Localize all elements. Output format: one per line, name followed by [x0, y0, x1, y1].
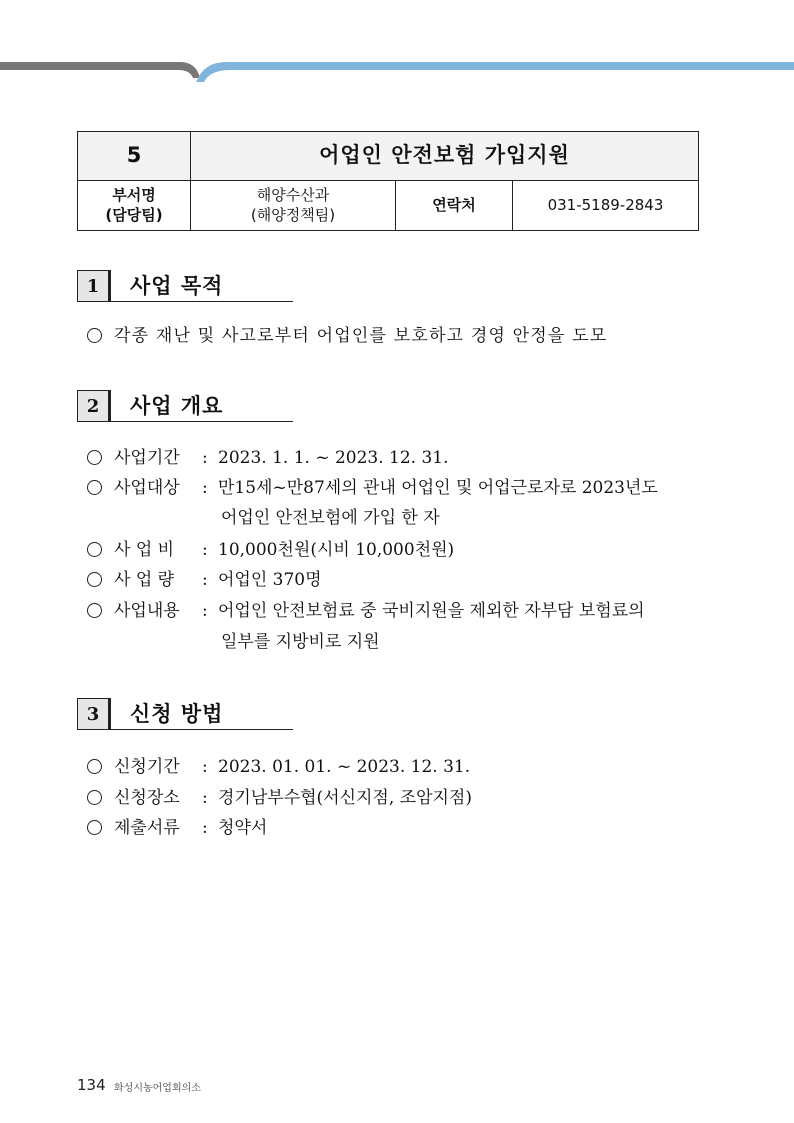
- overview-item-continuation: 어업인 안전보험에 가입 한 자: [221, 508, 440, 528]
- section-underline: [111, 421, 293, 422]
- overview-item: 사업기간 : 2023. 1. 1. ~ 2023. 12. 31.: [87, 445, 449, 471]
- circle-bullet-icon: [87, 450, 102, 465]
- circle-bullet-icon: [87, 480, 102, 495]
- circle-bullet-icon: [87, 759, 102, 774]
- header-decoration: [0, 0, 794, 90]
- section-title: 사업 목적: [130, 274, 224, 298]
- program-title: 어업인 안전보험 가입지원: [191, 132, 699, 181]
- contact-value: 031-5189-2843: [513, 181, 699, 231]
- circle-bullet-icon: [87, 572, 102, 587]
- overview-item: 사 업 량 : 어업인 370명: [87, 567, 322, 593]
- section-number: 3: [77, 698, 111, 730]
- overview-item: 사 업 비 : 10,000천원(시비 10,000천원): [87, 537, 454, 563]
- apply-item: 신청장소 : 경기남부수협(서신지점, 조암지점): [87, 785, 472, 811]
- dept-value: 해양수산과 (해양정책팀): [191, 181, 396, 231]
- purpose-item: 각종 재난 및 사고로부터 어업인를 보호하고 경영 안정을 도모: [87, 323, 607, 349]
- section-title: 사업 개요: [130, 394, 224, 418]
- page-number: 134: [77, 1076, 106, 1094]
- circle-bullet-icon: [87, 790, 102, 805]
- blue-bar: [196, 62, 794, 82]
- circle-bullet-icon: [87, 820, 102, 835]
- overview-item-continuation: 일부를 지방비로 지원: [221, 632, 380, 652]
- program-header-table: [77, 131, 699, 231]
- circle-bullet-icon: [87, 328, 102, 343]
- gray-bar: [0, 62, 200, 78]
- section-underline: [111, 729, 293, 730]
- overview-item: 사업내용 : 어업인 안전보험료 중 국비지원을 제외한 자부담 보험료의: [87, 598, 645, 624]
- section-number: 1: [77, 270, 111, 302]
- apply-item: 제출서류 : 청약서: [87, 815, 267, 841]
- apply-item: 신청기간 : 2023. 01. 01. ~ 2023. 12. 31.: [87, 754, 470, 780]
- footer-org-name: 화성시농어업회의소: [114, 1083, 201, 1094]
- overview-item: 사업대상 : 만15세~만87세의 관내 어업인 및 어업근로자로 2023년도: [87, 475, 658, 501]
- section-title: 신청 방법: [130, 702, 224, 726]
- program-number: 5: [78, 132, 191, 181]
- section-number: 2: [77, 390, 111, 422]
- circle-bullet-icon: [87, 603, 102, 618]
- dept-label: 부서명 (담당팀): [78, 181, 191, 231]
- circle-bullet-icon: [87, 542, 102, 557]
- contact-label: 연락처: [396, 181, 513, 231]
- section-underline: [111, 301, 293, 302]
